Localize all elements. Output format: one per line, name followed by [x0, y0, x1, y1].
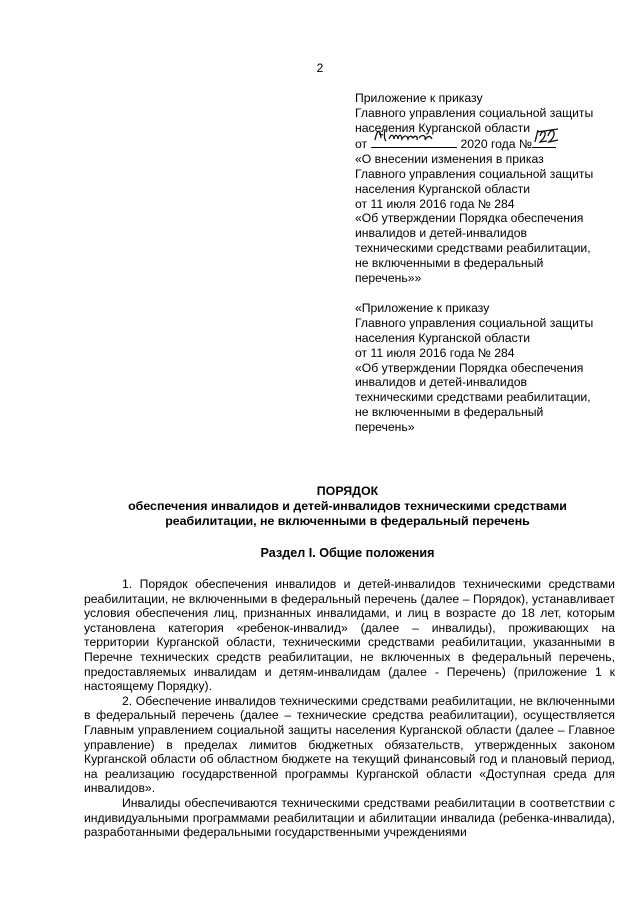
amend-line: от 11 июля 2016 года № 284 — [355, 196, 515, 211]
page-number: 2 — [316, 61, 324, 75]
original-line: не включенными в федеральный — [355, 404, 544, 419]
original-line: «Об утверждении Порядка обеспечения — [355, 360, 584, 375]
document-body — [84, 577, 615, 840]
appendix-header — [355, 91, 620, 435]
amend-line: инвалидов и детей-инвалидов — [355, 226, 528, 241]
amend-line: населения Курганской области — [355, 181, 531, 196]
handwritten-date-signature — [371, 126, 457, 146]
original-line: перечень» — [355, 419, 415, 434]
appendix-line: Главного управления социальной защиты — [355, 105, 594, 120]
document-title — [80, 484, 615, 530]
amend-line: техническими средствами реабилитации, — [355, 240, 591, 255]
title-subtitle-line: обеспечения инвалидов и детей-инвалидов техническими средствами — [128, 499, 567, 514]
appendix-line: населения Курганской области — [355, 120, 531, 135]
amend-line: не включенными в федеральный — [355, 255, 544, 270]
original-line: Главного управления социальной защиты — [355, 316, 594, 331]
title-subtitle-line: реабилитации, не включенными в федеральный перечень — [165, 514, 530, 529]
paragraph: Инвалиды обеспечиваются техническими средствами реабилитации в соответствии с индивидуальными программами реабилитации и абилитации инвалида (ребенка-инвалида), разработанными федеральными государственными учреждениями — [84, 795, 615, 840]
appendix-line: Приложение к приказу — [355, 91, 483, 105]
amend-line: «Об утверждении Порядка обеспечения — [355, 211, 584, 226]
paragraph: 1. Порядок обеспечения инвалидов и детей-инвалидов техническими средствами реабилитации, не включенными в федеральный перечень (далее – Порядок), устанавливает условия обеспечения лиц, признанных инвалидами, и лиц в возрасте до 18 лет, которым установлена категория «ребенок-инвалид» (далее – инвалиды), проживающих на территории Курганской области, техническими средствами реабилитации, указанными в Перечне технических средств реабилитации, не включенных в федеральный перечень, предоставляемых инвалидам и детям-инвалидам (далее - Перечень) (приложение 1 к настоящему Порядку). — [84, 577, 615, 694]
handwritten-date — [371, 135, 457, 148]
original-line: инвалидов и детей-инвалидов — [355, 375, 528, 390]
spacer — [355, 285, 620, 301]
original-line: населения Курганской области — [355, 330, 531, 345]
handwritten-number-signature — [532, 126, 562, 146]
order-date-line — [355, 135, 620, 152]
amend-line: перечень»» — [355, 270, 422, 285]
original-line: «Приложение к приказу — [355, 301, 490, 316]
date-suffix: 2020 года № — [460, 137, 533, 152]
title-heading: ПОРЯДОК — [316, 484, 379, 498]
handwritten-number — [532, 135, 556, 148]
amend-line: Главного управления социальной защиты — [355, 166, 594, 181]
date-prefix: от — [355, 137, 368, 152]
section-title: Раздел I. Общие положения — [260, 546, 435, 560]
paragraph: 2. Обеспечение инвалидов техническими средствами реабилитации, не включенными в федеральный перечень (далее – технические средства реабилитации), осуществляется Главным управлением социальной защиты населения Курганской области (далее – Главное управление) в пределах лимитов бюджетных обязательств, утвержденных законом Курганской области об областном бюджете на текущий финансовый год и плановый период, на реализацию государственной программы Курганской области «Доступная среда для инвалидов». — [84, 693, 615, 796]
amend-line: «О внесении изменения в приказ — [355, 152, 544, 167]
original-line: от 11 июля 2016 года № 284 — [355, 345, 515, 360]
original-line: техническими средствами реабилитации, — [355, 390, 591, 405]
